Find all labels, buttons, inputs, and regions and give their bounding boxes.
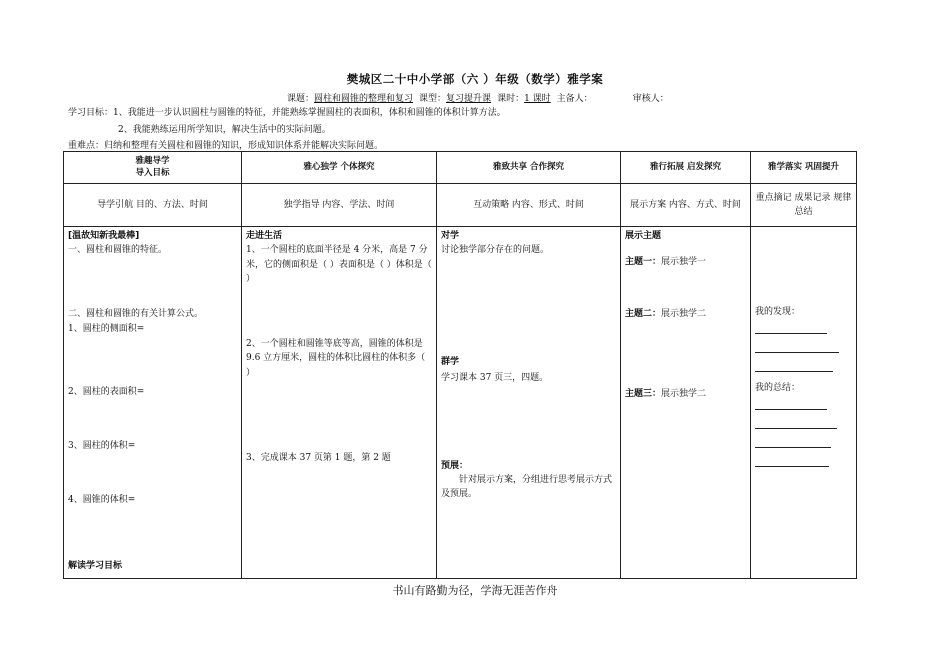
type-value: 复习提升课 xyxy=(446,94,492,104)
review-item: 一、圆柱和圆锥的特征。 xyxy=(68,245,168,256)
answer-line xyxy=(755,416,837,429)
review-footer: 解读学习目标 xyxy=(68,561,123,571)
lesson-meta xyxy=(287,91,669,104)
formula-item: 3、圆柱的体积= xyxy=(68,441,136,451)
table-subheader-row xyxy=(64,184,857,227)
review-item: 二、圆柱和圆锥的有关计算公式。 xyxy=(68,309,204,319)
table-body-row xyxy=(64,227,857,579)
topic-value: 圆柱和圆锥的整理和复习 xyxy=(314,94,414,104)
subheader-cell: 展示方案 内容、方式、时间 xyxy=(621,184,751,227)
pair-study-text: 讨论独学部分存在的问题。 xyxy=(441,245,550,256)
formula-item: 2、圆柱的表面积= xyxy=(68,387,145,397)
header-cell: 雅学落实 巩固提升 xyxy=(751,152,857,184)
footer-motto: 书山有路勤为径，学海无涯苦作舟 xyxy=(392,584,558,597)
study-plan-table xyxy=(63,151,857,579)
header-cell: 雅行拓展 启发探究 xyxy=(621,152,751,184)
subheader-cell: 重点摘记 成果记录 规律总结 xyxy=(751,184,857,227)
header-cell: 雅心独学 个体探究 xyxy=(242,152,437,184)
type-label: 课型： xyxy=(419,94,447,104)
page-title: 樊城区二十中小学部（六 ）年级（数学）雅学案 xyxy=(346,72,604,86)
subheader-cell: 独学指导 内容、学法、时间 xyxy=(242,184,437,227)
objective-line-2: 2、我能熟练运用所学知识，解决生活中的实际问题。 xyxy=(118,125,331,135)
question-item: 2、一个圆柱和圆锥等底等高，圆锥的体积是 9.6 立方厘米，圆柱的体积比圆柱的体积多（ ） xyxy=(246,339,426,378)
discovery-lines xyxy=(755,321,847,378)
preparer-label: 主备人： xyxy=(556,94,593,104)
theme-item: 主题一：展示独学一 xyxy=(625,257,707,267)
key-points: 重难点：归纳和整理有关圆柱和圆锥的知识，形成知识体系并能解决实际问题。 xyxy=(68,141,384,151)
answer-line xyxy=(755,359,833,372)
formula-item: 1、圆柱的侧面积= xyxy=(68,324,145,334)
hours-value: 1 课时 xyxy=(524,94,551,104)
question-item: 3、完成课本 37 页第 1 题，第 2 题 xyxy=(246,453,391,463)
discovery-label: 我的发现： xyxy=(755,307,801,317)
answer-line xyxy=(755,340,839,353)
summary-lines xyxy=(755,397,847,473)
self-study-cell xyxy=(242,227,437,579)
review-cell xyxy=(64,227,242,579)
preview-heading: 预展： xyxy=(441,461,469,471)
pair-study-heading: 对学 xyxy=(441,231,460,241)
group-study-text: 学习课本 37 页三，四题。 xyxy=(441,373,549,383)
answer-line xyxy=(755,397,827,410)
header-cell: 雅致共享 合作探究 xyxy=(437,152,621,184)
hours-label: 课时： xyxy=(497,94,525,104)
presentation-heading: 展示主题 xyxy=(625,231,662,241)
answer-line xyxy=(755,435,831,448)
theme-item: 主题二：展示独学二 xyxy=(625,309,707,319)
theme-item: 主题三：展示独学二 xyxy=(625,389,707,399)
question-item: 1、一个圆柱的底面半径是 4 分米，高是 7 分米，它的侧面积是（ ）表面积是（ ）体积是（ ） xyxy=(246,245,432,285)
preview-text: 针对展示方案，分组进行思考展示方式及预展。 xyxy=(441,475,613,500)
presentation-cell xyxy=(621,227,751,579)
objective-line-1: 学习目标：1、我能进一步认识圆柱与圆锥的特征，并能熟练掌握圆柱的表面积，体积和圆锥的体积计算方法。 xyxy=(68,108,506,118)
table-header-row xyxy=(64,152,857,184)
formula-item: 4、圆锥的体积= xyxy=(68,495,136,505)
group-study-heading: 群学 xyxy=(441,357,460,367)
topic-label: 课题： xyxy=(287,94,315,104)
header-cell: 雅趣导学 导入目标 xyxy=(64,152,242,184)
answer-line xyxy=(755,454,829,467)
subheader-cell: 互动策略 内容、形式、时间 xyxy=(437,184,621,227)
reviewer-label: 审核人： xyxy=(632,94,669,104)
self-study-heading: 走进生活 xyxy=(246,231,283,241)
consolidation-cell xyxy=(751,227,857,579)
review-heading: [温故知新我最棒] xyxy=(68,231,140,241)
summary-label: 我的总结： xyxy=(755,383,801,393)
answer-line xyxy=(755,321,827,334)
subheader-cell: 导学引航 目的、方法、时间 xyxy=(64,184,242,227)
cooperative-cell xyxy=(437,227,621,579)
